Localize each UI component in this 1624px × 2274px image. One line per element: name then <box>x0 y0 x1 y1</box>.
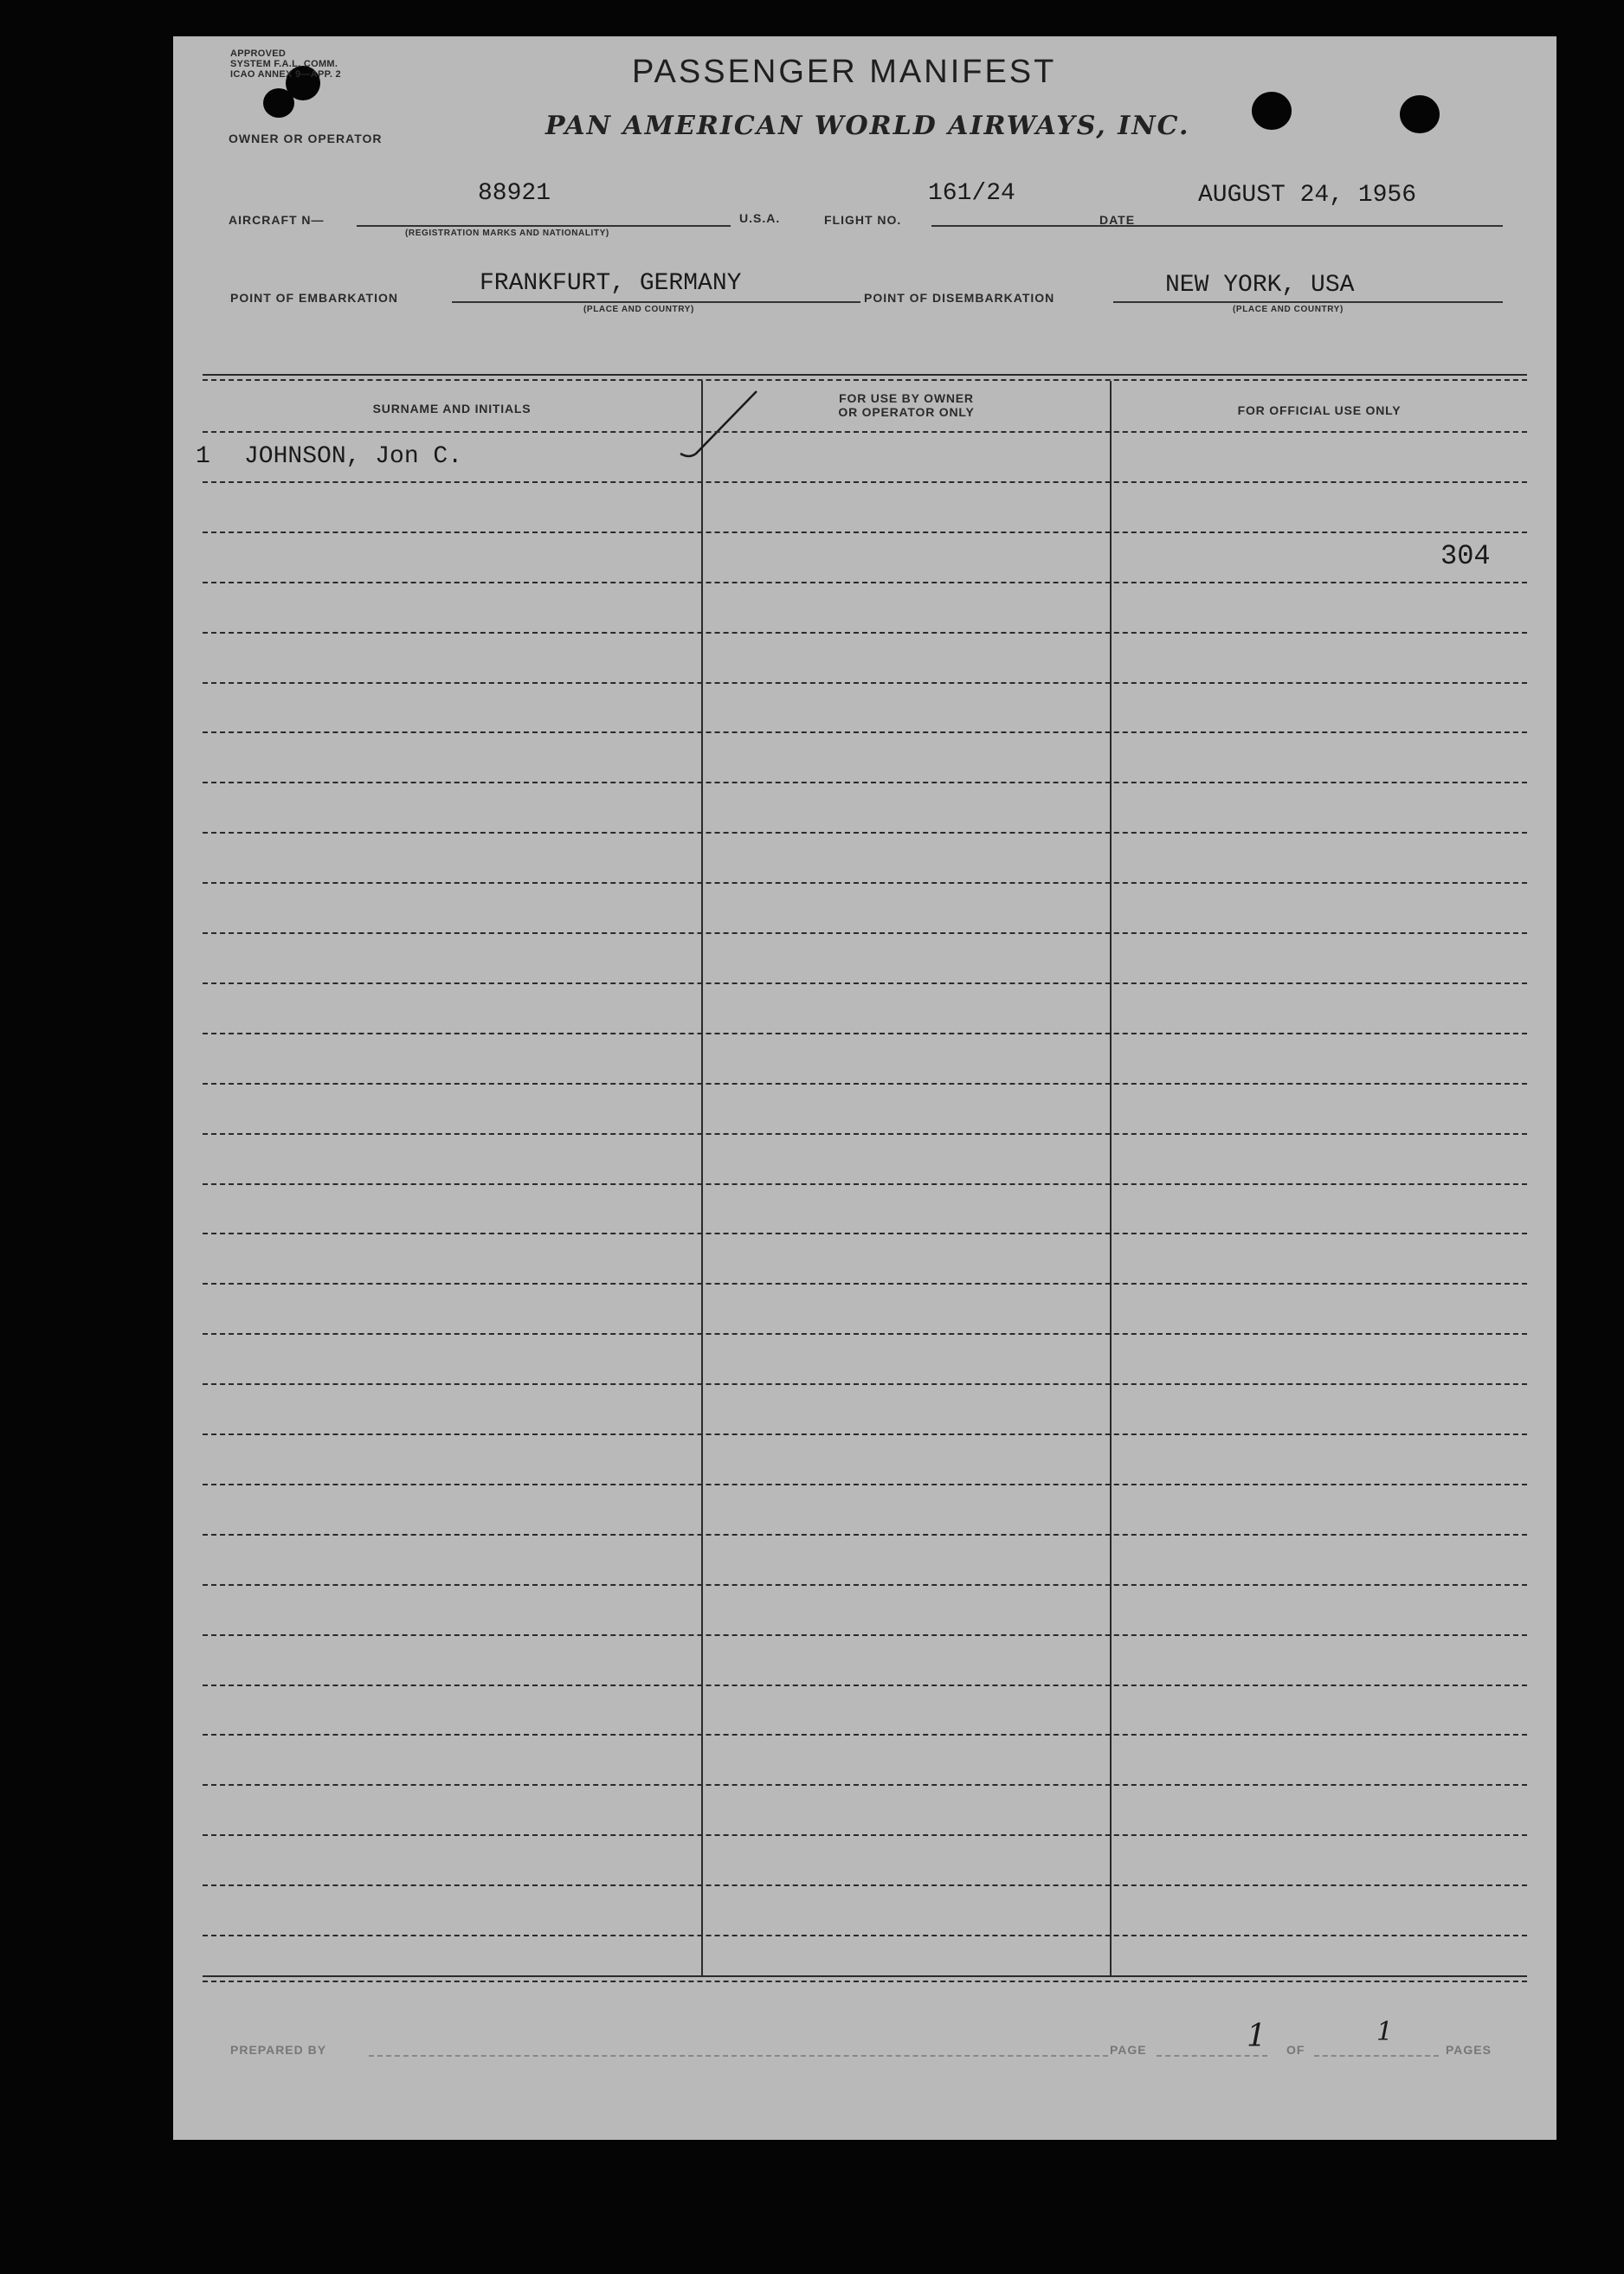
table-row-line <box>203 1935 1527 1936</box>
table-bottom-rule <box>203 1975 1527 1977</box>
approval-line: SYSTEM F.A.L. COMM. <box>230 59 338 69</box>
disembarkation-value: NEW YORK, USA <box>1165 272 1355 299</box>
punch-hole <box>1252 92 1292 130</box>
punch-hole <box>263 88 294 118</box>
flight-date: AUGUST 24, 1956 <box>1198 182 1417 209</box>
table-row-line <box>203 731 1527 733</box>
table-row-line <box>203 1083 1527 1085</box>
table-row-line <box>203 1333 1527 1335</box>
column-header-owner-use: FOR USE BY OWNER <box>839 391 974 405</box>
page-line <box>1157 2055 1267 2057</box>
form-title: PASSENGER MANIFEST <box>632 54 1057 90</box>
table-row-line <box>203 1884 1527 1886</box>
aircraft-fill-line <box>357 225 731 227</box>
aircraft-number: 88921 <box>478 180 551 207</box>
prepared-by-label: PREPARED BY <box>230 2043 327 2057</box>
airline-name: PAN AMERICAN WORLD AIRWAYS, INC. <box>545 111 1190 141</box>
page-label: PAGE <box>1110 2043 1147 2057</box>
of-line <box>1314 2055 1439 2057</box>
table-row-line <box>203 1433 1527 1435</box>
table-row-line <box>203 1734 1527 1736</box>
disembarkation-fill-line <box>1113 301 1503 303</box>
flight-number: 161/24 <box>928 180 1015 207</box>
column-header-surname: SURNAME AND INITIALS <box>372 402 532 416</box>
table-row-line <box>203 1484 1527 1485</box>
aircraft-label: AIRCRAFT N— <box>229 213 325 227</box>
table-row-line <box>203 982 1527 984</box>
of-label: OF <box>1286 2043 1305 2057</box>
table-row-line <box>203 1784 1527 1786</box>
disembarkation-label: POINT OF DISEMBARKATION <box>864 291 1055 305</box>
disembarkation-sublabel: (PLACE AND COUNTRY) <box>1233 305 1344 314</box>
embarkation-sublabel: (PLACE AND COUNTRY) <box>583 305 694 314</box>
table-row-line <box>203 682 1527 684</box>
column-header-official: FOR OFFICIAL USE ONLY <box>1237 403 1402 417</box>
page-count: 1 <box>1376 2017 1394 2047</box>
embarkation-label: POINT OF EMBARKATION <box>230 291 398 305</box>
table-row-line <box>203 1584 1527 1586</box>
table-row-line <box>203 932 1527 934</box>
embarkation-fill-line <box>452 301 860 303</box>
table-row-line <box>203 782 1527 783</box>
table-row-line <box>203 531 1527 533</box>
table-row-line <box>203 1283 1527 1285</box>
table-row-line <box>203 832 1527 834</box>
check-mark-icon <box>673 386 760 466</box>
date-fill-line <box>1150 225 1503 227</box>
table-row-line <box>203 1383 1527 1385</box>
pages-label: PAGES <box>1446 2043 1492 2057</box>
table-top-rule <box>203 374 1527 376</box>
page-number: 1 <box>1247 2019 1266 2054</box>
table-bottom-rule <box>203 1981 1527 1982</box>
table-row-line <box>203 882 1527 884</box>
date-label: DATE <box>1099 213 1136 227</box>
table-row-line <box>203 1033 1527 1034</box>
table-row-line <box>203 1685 1527 1686</box>
approval-line: ICAO ANNEX 9—APP. 2 <box>230 69 341 80</box>
table-row-line <box>203 1634 1527 1636</box>
table-row-line <box>203 1183 1527 1185</box>
column-divider <box>1110 381 1112 1975</box>
prepared-by-line <box>369 2055 1108 2057</box>
table-row-line <box>203 481 1527 483</box>
punch-hole <box>1400 95 1440 133</box>
flight-label: FLIGHT NO. <box>824 213 902 227</box>
passenger-name: JOHNSON, Jon C. <box>244 443 463 470</box>
table-row-line <box>203 1834 1527 1836</box>
column-header-owner-use: OR OPERATOR ONLY <box>838 405 975 419</box>
table-row-line <box>203 582 1527 583</box>
country-label: U.S.A. <box>739 211 781 225</box>
table-row-line <box>203 1534 1527 1536</box>
table-row-line <box>203 632 1527 634</box>
approval-line: APPROVED <box>230 48 287 59</box>
table-row-line <box>203 1233 1527 1234</box>
embarkation-value: FRANKFURT, GERMANY <box>480 270 742 297</box>
manifest-sheet <box>173 36 1556 2140</box>
passenger-number: 1 <box>196 443 210 470</box>
official-note: 304 <box>1440 540 1491 572</box>
table-top-rule <box>203 379 1527 381</box>
table-row-line <box>203 431 1527 433</box>
table-row-line <box>203 1133 1527 1135</box>
aircraft-sublabel: (REGISTRATION MARKS AND NATIONALITY) <box>405 229 609 238</box>
column-divider <box>701 381 703 1975</box>
owner-label: OWNER OR OPERATOR <box>229 132 383 145</box>
